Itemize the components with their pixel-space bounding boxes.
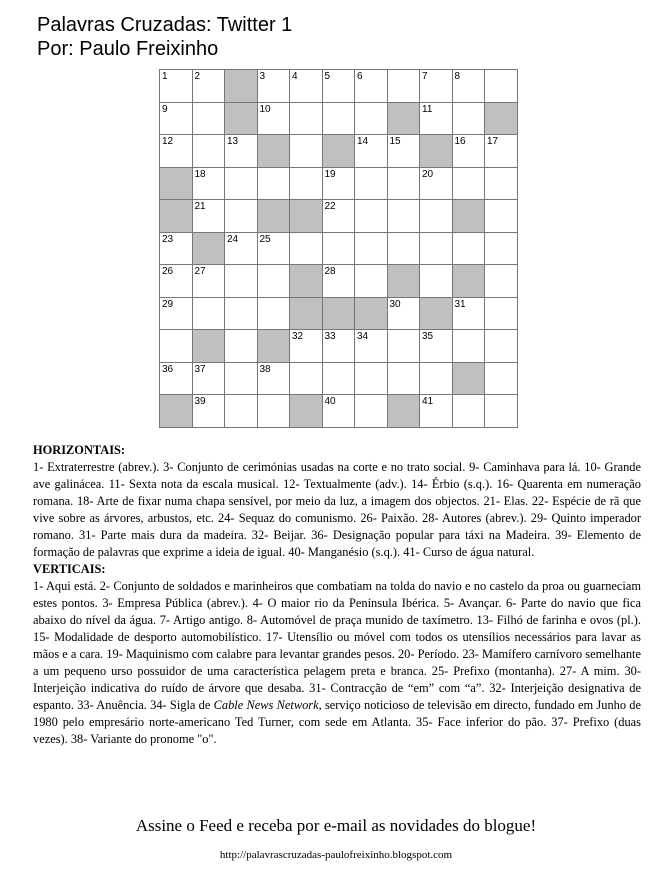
- grid-cell[interactable]: [193, 363, 226, 396]
- cell-number: 41: [422, 396, 434, 407]
- black-square: [258, 200, 291, 233]
- grid-cell[interactable]: [453, 330, 486, 363]
- black-square: [290, 200, 323, 233]
- black-square: [323, 135, 356, 168]
- cell-number: 39: [194, 396, 206, 407]
- cell-number: 16: [454, 136, 466, 147]
- grid-cell[interactable]: [355, 103, 388, 136]
- grid-cell[interactable]: [388, 233, 421, 266]
- cell-number: 8: [454, 71, 461, 82]
- grid-cell[interactable]: [290, 168, 323, 201]
- cell-number: 14: [357, 136, 369, 147]
- grid-cell[interactable]: [485, 330, 518, 363]
- grid-cell[interactable]: [225, 395, 258, 428]
- cell-number: 29: [162, 298, 174, 310]
- cell-number: 32: [292, 331, 304, 342]
- cell-number: 3: [259, 71, 266, 82]
- grid-cell[interactable]: [388, 70, 421, 103]
- grid-cell[interactable]: [160, 363, 193, 396]
- black-square: [453, 200, 486, 233]
- grid-cell[interactable]: [193, 135, 226, 168]
- black-square: [290, 298, 323, 331]
- grid-cell[interactable]: [258, 168, 291, 201]
- cell-number: 24: [227, 233, 239, 245]
- cell-number: 31: [454, 298, 466, 310]
- cell-number: 10: [259, 103, 271, 115]
- cell-number: 12: [162, 136, 174, 147]
- grid-cell[interactable]: [193, 395, 226, 428]
- grid-cell[interactable]: [290, 135, 323, 168]
- grid-cell[interactable]: [453, 298, 486, 331]
- grid-cell[interactable]: [388, 135, 421, 168]
- grid-cell[interactable]: [323, 200, 356, 233]
- cell-number: 28: [324, 266, 336, 277]
- cell-number: 6: [357, 71, 363, 82]
- cell-number: 2: [194, 71, 201, 82]
- grid-cell[interactable]: [485, 70, 518, 103]
- cell-number: 20: [422, 168, 434, 180]
- cell-number: 30: [389, 298, 401, 310]
- grid-cell[interactable]: [485, 168, 518, 201]
- grid-cell[interactable]: [453, 103, 486, 136]
- cell-number: 34: [357, 331, 369, 342]
- cell-number: 38: [259, 363, 271, 375]
- cell-number: 22: [324, 201, 336, 212]
- black-square: [388, 265, 421, 298]
- grid-cell[interactable]: [323, 330, 356, 363]
- verticais-clues-italic: Cable News Network: [213, 698, 319, 712]
- grid-cell[interactable]: [355, 363, 388, 396]
- grid-cell[interactable]: [225, 135, 258, 168]
- grid-cell[interactable]: [485, 200, 518, 233]
- grid-cell[interactable]: [355, 265, 388, 298]
- grid-cell[interactable]: [323, 265, 356, 298]
- cell-number: 5: [324, 71, 331, 82]
- grid-cell[interactable]: [290, 233, 323, 266]
- grid-cell[interactable]: [355, 168, 388, 201]
- grid-cell[interactable]: [160, 233, 193, 266]
- grid-cell[interactable]: [420, 200, 453, 233]
- verticais-heading: VERTICAIS:: [33, 562, 106, 576]
- black-square: [355, 298, 388, 331]
- black-square: [388, 103, 421, 136]
- grid-cell[interactable]: [485, 135, 518, 168]
- grid-cell[interactable]: [420, 168, 453, 201]
- grid-cell[interactable]: [323, 103, 356, 136]
- grid-cell[interactable]: [323, 395, 356, 428]
- clues-section: [33, 442, 641, 748]
- grid-cell[interactable]: [323, 363, 356, 396]
- grid-cell[interactable]: [323, 168, 356, 201]
- cell-number: 13: [227, 136, 239, 147]
- grid-cell[interactable]: [420, 233, 453, 266]
- cell-number: 19: [324, 168, 336, 180]
- verticais-clues-part-b: , serviço noticioso de televisão em directo, fundado em Junho de 1980 pelo empresário norte-americano Ted Turner, com sede em Atlanta. 35- Face inferior do pão. 37- Prefixo (duas vezes). 38- Variante do pronome "o".: [33, 698, 641, 746]
- grid-cell[interactable]: [323, 70, 356, 103]
- cell-number: 33: [324, 331, 336, 342]
- grid-cell[interactable]: [193, 70, 226, 103]
- grid-cell[interactable]: [258, 103, 291, 136]
- cell-number: 23: [162, 233, 174, 245]
- grid-cell[interactable]: [453, 168, 486, 201]
- cell-number: 21: [194, 201, 206, 212]
- grid-cell[interactable]: [193, 103, 226, 136]
- grid-cell[interactable]: [453, 395, 486, 428]
- grid-cell[interactable]: [160, 70, 193, 103]
- footer-message[interactable]: Assine o Feed e receba por e-mail as novidades do blogue!: [135, 816, 537, 835]
- cell-number: 11: [422, 103, 433, 115]
- grid-cell[interactable]: [485, 298, 518, 331]
- grid-cell[interactable]: [453, 135, 486, 168]
- grid-cell[interactable]: [355, 330, 388, 363]
- grid-cell[interactable]: [258, 265, 291, 298]
- grid-cell[interactable]: [225, 233, 258, 266]
- grid-cell[interactable]: [160, 298, 193, 331]
- cell-number: 36: [162, 363, 174, 375]
- black-square: [290, 265, 323, 298]
- horizontais-clues: 1- Extraterrestre (abrev.). 3- Conjunto de cerimónias usadas na corte e no trato social. 9- Caminhava para lá. 10- Grande ave galinácea. 11- Sexta nota da escala musical. 12- Textualmente (adv.). 14- Érbio (s.q.). 16- Quarenta em numeração romana. 18- Arte de fixar numa chapa sensível, por meio da luz, a imagem dos objectos. 21- Elas. 22- Espécie de rã que vive sobre as árvores, arbustos, etc. 24- Sequaz do comunismo. 26- Paixão. 28- Autores (abrev.). 29- Quinto imperador romano. 31- Parte mais dura da madeira. 32- Beijar. 36- Designação popular para táxi na Madeira. 39- Elemento de formação de palavras que exprime a ideia de igual. 40- Manganésio (s.q.). 41- Curso de água natural.: [33, 460, 641, 559]
- grid-cell[interactable]: [420, 70, 453, 103]
- grid-cell[interactable]: [485, 233, 518, 266]
- grid-cell[interactable]: [420, 395, 453, 428]
- grid-cell[interactable]: [355, 135, 388, 168]
- black-square: [290, 395, 323, 428]
- puzzle-title: [37, 13, 292, 61]
- cell-number: 7: [422, 71, 428, 82]
- verticais-clues-part-a: 1- Aqui está. 2- Conjunto de soldados e marinheiros que combatiam na tolda do navio e no castelo da proa ou guarneciam estes pontos. 3- Empresa Pública (abrev.). 4- O maior rio da Península Ibérica. 5- Avançar. 6- Parte do navio que fica abaixo do nível da água. 7- Artigo antigo. 8- Automóvel de praça munido de taxímetro. 13- Filhó de farinha e ovos (pl.). 15- Modalidade de desporto automobilístico. 17- Utensílio ou móvel com todos os utensílios necessários para lavar as mãos e a cara. 19- Maquinismo com calabre para levantar grandes pesos. 20- Período. 23- Mamífero carnívoro semelhante a um pequeno urso possuidor de uma característica pelagem preta e branca. 25- Prefixo (montanha). 27- A mim. 30- Interjeição indicativa do ruído de árvore que desaba. 31- Contracção de “em” com “a”. 32- Interjeição designativa de espanto. 33- Anuência. 34- Sigla de: [33, 579, 641, 712]
- cell-number: 9: [162, 103, 168, 115]
- black-square: [420, 135, 453, 168]
- grid-cell[interactable]: [193, 200, 226, 233]
- grid-cell[interactable]: [485, 363, 518, 396]
- cell-number: 4: [292, 71, 298, 82]
- grid-cell[interactable]: [160, 103, 193, 136]
- grid-cell[interactable]: [420, 103, 453, 136]
- grid-cell[interactable]: [225, 330, 258, 363]
- grid-cell[interactable]: [453, 233, 486, 266]
- cell-number: 37: [194, 363, 206, 375]
- grid-cell[interactable]: [160, 330, 193, 363]
- grid-cell[interactable]: [388, 298, 421, 331]
- cell-number: 18: [194, 168, 206, 180]
- grid-cell[interactable]: [258, 70, 291, 103]
- grid-cell[interactable]: [258, 363, 291, 396]
- grid-cell[interactable]: [355, 233, 388, 266]
- grid-cell[interactable]: [355, 395, 388, 428]
- grid-cell[interactable]: [388, 363, 421, 396]
- title-line-1: Palavras Cruzadas: Twitter 1: [37, 14, 293, 36]
- grid-cell[interactable]: [290, 70, 323, 103]
- cell-number: 17: [487, 136, 499, 147]
- black-square: [160, 168, 193, 201]
- grid-cell[interactable]: [160, 135, 193, 168]
- grid-cell[interactable]: [420, 330, 453, 363]
- black-square: [258, 330, 291, 363]
- grid-cell[interactable]: [388, 200, 421, 233]
- cell-number: 1: [162, 71, 168, 82]
- black-square: [453, 265, 486, 298]
- grid-cell[interactable]: [193, 168, 226, 201]
- grid-cell[interactable]: [420, 265, 453, 298]
- black-square: [453, 363, 486, 396]
- grid-cell[interactable]: [388, 330, 421, 363]
- grid-cell[interactable]: [290, 103, 323, 136]
- grid-cell[interactable]: [355, 70, 388, 103]
- cell-number: 27: [194, 266, 206, 277]
- grid-cell[interactable]: [355, 200, 388, 233]
- grid-cell[interactable]: [193, 298, 226, 331]
- grid-cell[interactable]: [388, 168, 421, 201]
- black-square: [258, 135, 291, 168]
- grid-cell[interactable]: [290, 363, 323, 396]
- blog-url[interactable]: http://palavrascruzadas-paulofreixinho.blogspot.com: [219, 849, 453, 861]
- black-square: [225, 103, 258, 136]
- grid-cell[interactable]: [258, 395, 291, 428]
- black-square: [193, 330, 226, 363]
- cell-number: 26: [162, 266, 174, 277]
- grid-cell[interactable]: [258, 298, 291, 331]
- grid-cell[interactable]: [225, 168, 258, 201]
- title-line-2: Por: Paulo Freixinho: [37, 38, 219, 60]
- cell-number: 15: [389, 136, 401, 147]
- black-square: [225, 70, 258, 103]
- grid-cell[interactable]: [323, 233, 356, 266]
- cell-number: 40: [324, 396, 336, 407]
- cell-number: 35: [422, 331, 434, 342]
- cell-number: 25: [259, 233, 271, 245]
- grid-cell[interactable]: [225, 200, 258, 233]
- grid-cell[interactable]: [420, 363, 453, 396]
- grid-cell[interactable]: [453, 70, 486, 103]
- grid-cell[interactable]: [485, 265, 518, 298]
- grid-cell[interactable]: [290, 330, 323, 363]
- black-square: [160, 200, 193, 233]
- black-square: [323, 298, 356, 331]
- grid-cell[interactable]: [258, 233, 291, 266]
- verticais-clues: [33, 578, 641, 748]
- black-square: [160, 395, 193, 428]
- black-square: [388, 395, 421, 428]
- grid-cell[interactable]: [225, 298, 258, 331]
- grid-cell[interactable]: [485, 395, 518, 428]
- horizontais-heading: HORIZONTAIS:: [33, 443, 126, 457]
- crossword-grid: [159, 69, 518, 428]
- black-square: [485, 103, 518, 136]
- black-square: [420, 298, 453, 331]
- black-square: [193, 233, 226, 266]
- grid-cell[interactable]: [193, 265, 226, 298]
- grid-cell[interactable]: [160, 265, 193, 298]
- grid-cell[interactable]: [225, 363, 258, 396]
- grid-cell[interactable]: [225, 265, 258, 298]
